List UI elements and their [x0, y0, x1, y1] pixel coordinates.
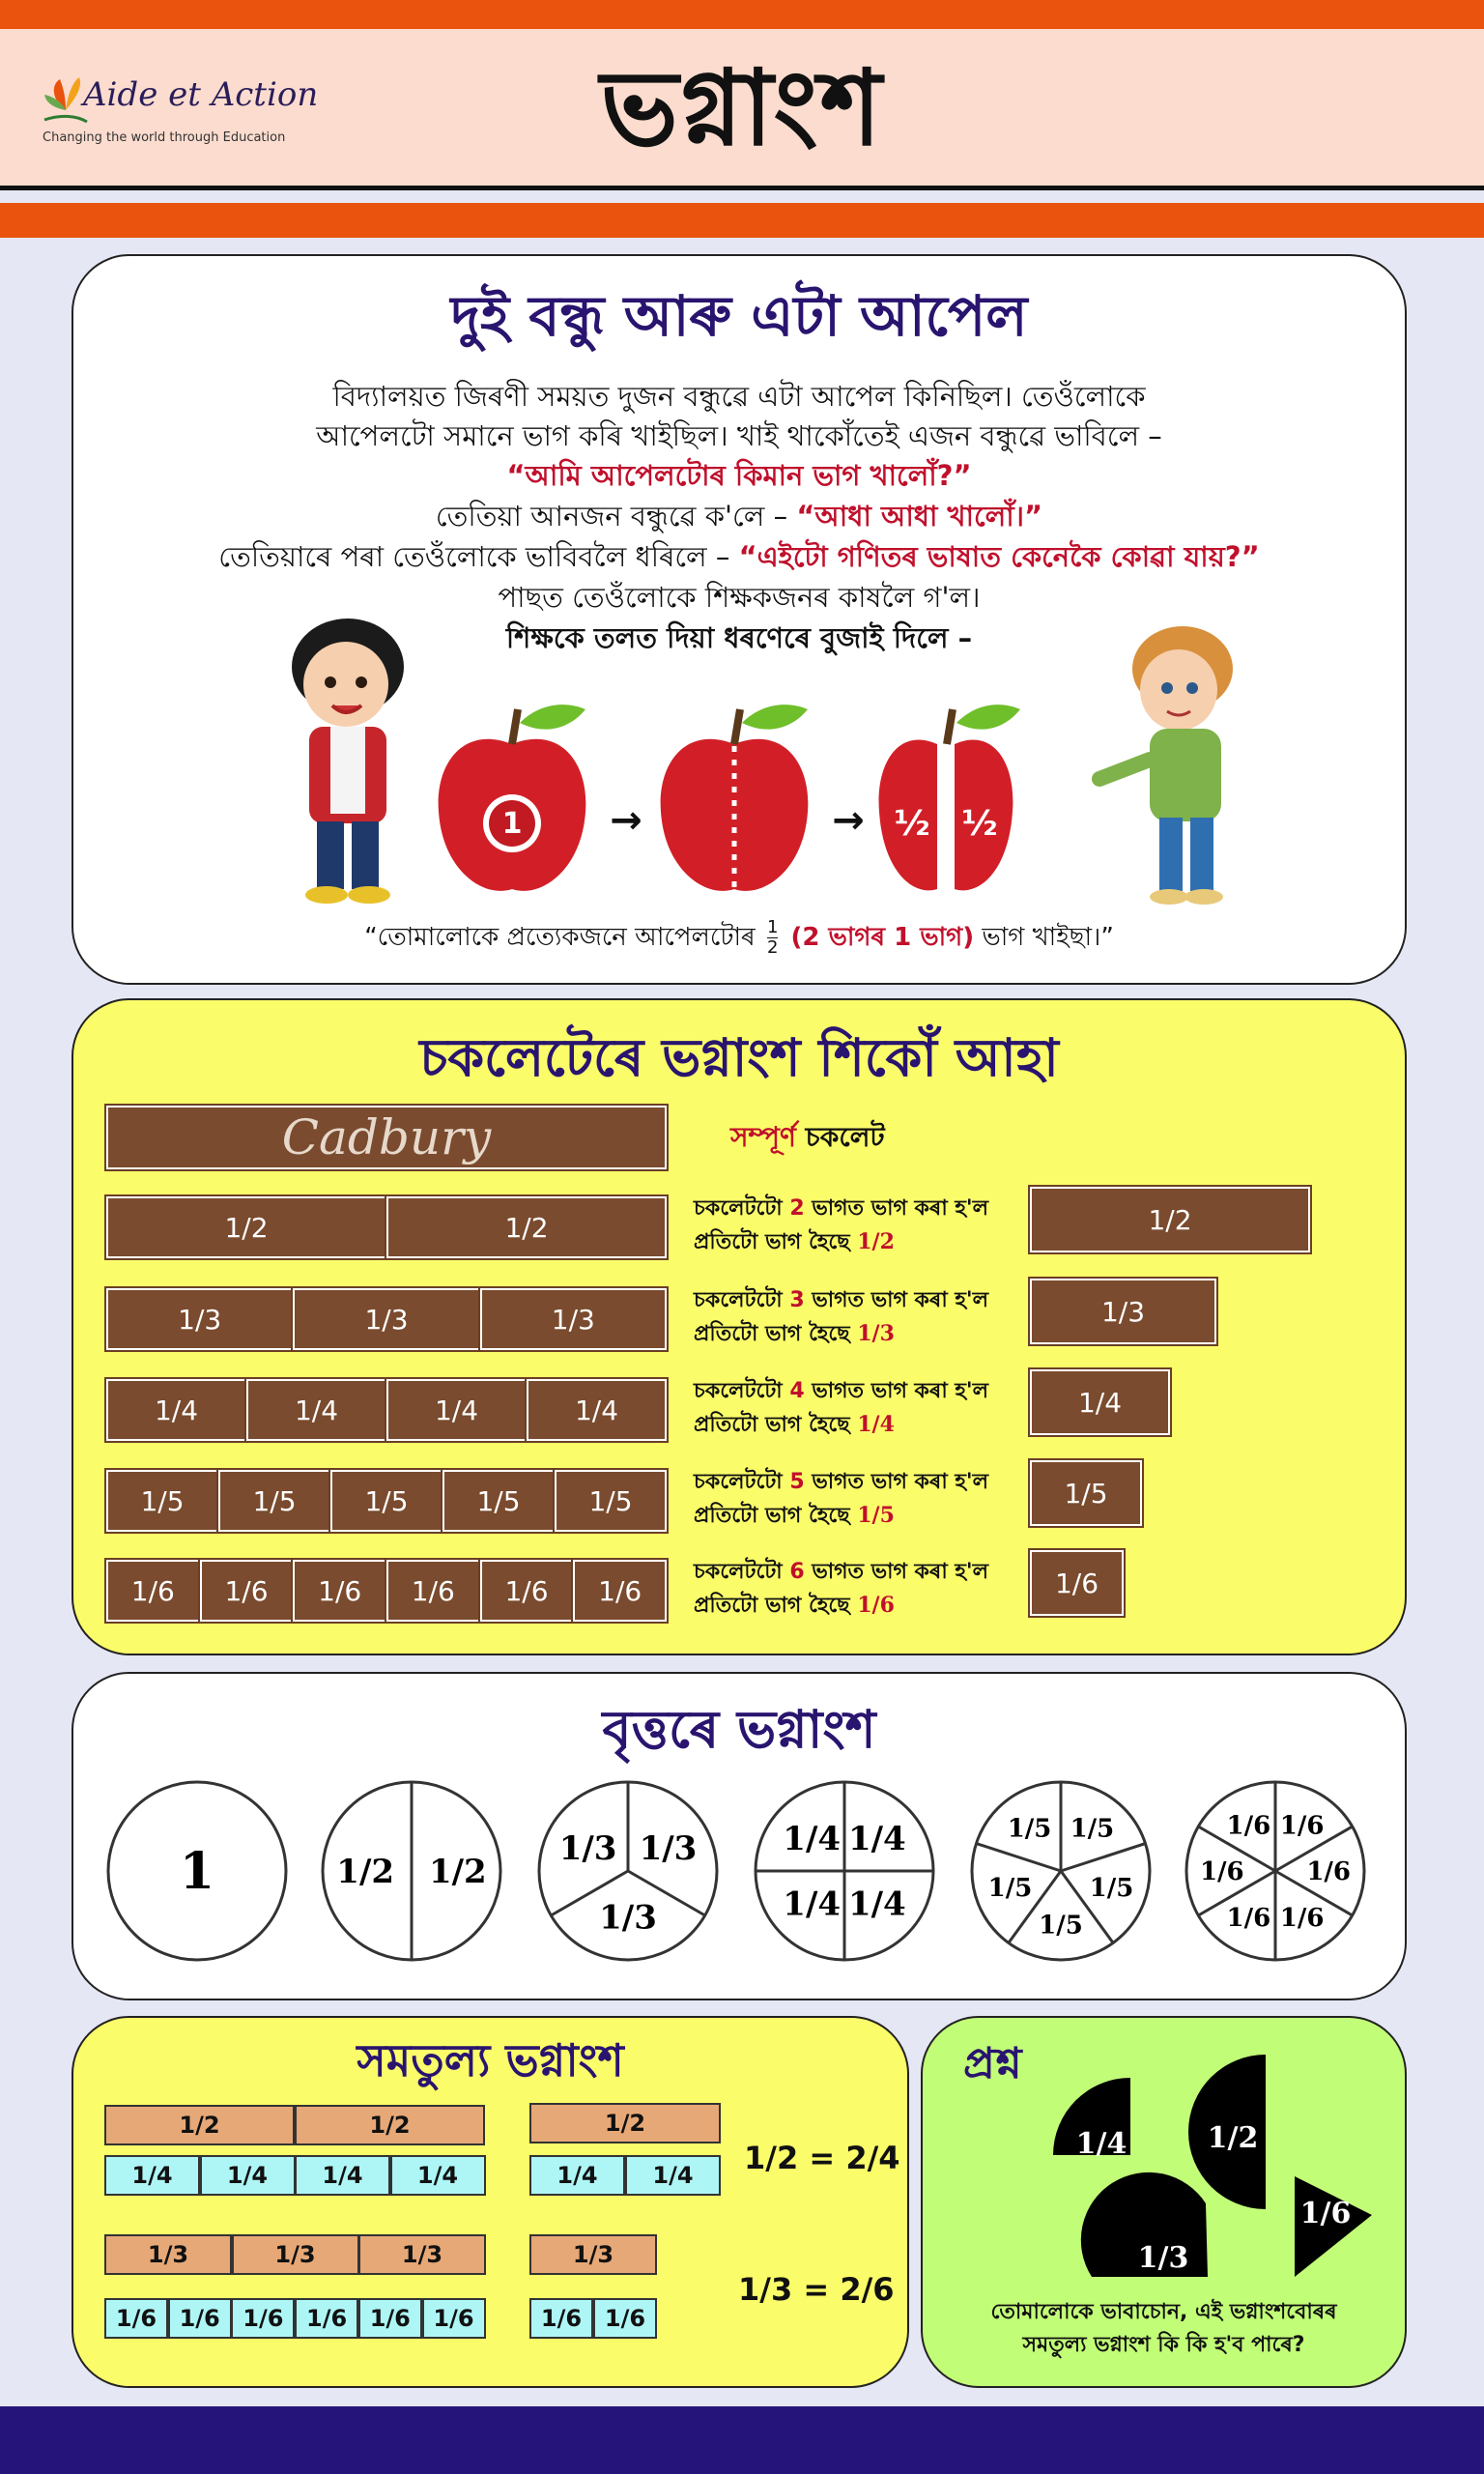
story-line-4-quote: “আধা আধা খালোঁ।”	[796, 500, 1043, 532]
chocolate-title: চকলেটেৰে ভগ্নাংশ শিকোঁ আহা	[419, 1027, 1059, 1088]
chocolate-piece: 1/3	[480, 1288, 667, 1350]
fraction-strip-cell: 1/6	[231, 2298, 295, 2339]
quarter-label: 1/4	[1075, 2127, 1127, 2161]
fraction-circle	[752, 1778, 937, 1964]
sector-label: 1/5	[987, 1874, 1033, 1904]
story-line-5-quote: “এইটো গণিতৰ ভাষাত কেনেকৈ কোৱা যায়?”	[738, 540, 1260, 573]
story-caption	[71, 916, 1407, 959]
desc-fraction: 1/4	[857, 1412, 895, 1437]
half-label: 1/2	[1207, 2121, 1259, 2155]
sector-label: 1/5	[1089, 1874, 1134, 1904]
story-line-2: আপেলটো সমানে ভাগ কৰি খাইছিল। খাই থাকোঁতেই এজন বন্ধুৱে ভাবিলে –	[316, 419, 1162, 452]
fraction-strip-cell: 1/4	[529, 2155, 625, 2196]
desc-text: ভাগত ভাগ কৰা হ'ল	[804, 1560, 989, 1584]
chocolate-piece: 1/2	[386, 1196, 667, 1258]
equivalent-title: সমতুল্য ভগ্নাংশ	[357, 2034, 624, 2086]
desc-text: চকলেটটো	[694, 1288, 790, 1312]
description-line-2	[694, 1589, 988, 1623]
apple-whole	[439, 705, 586, 891]
desc-count: 3	[789, 1288, 805, 1312]
single-chocolate-piece: 1/4	[1030, 1369, 1170, 1435]
description-line-2	[694, 1408, 988, 1442]
chocolate-row-description	[694, 1375, 988, 1442]
fraction-strip-cell: 1/3	[529, 2234, 657, 2275]
fraction-strip-cell: 1/6	[295, 2298, 358, 2339]
boy-left-illustration	[271, 607, 425, 916]
sector-label: 1/5	[1070, 1814, 1115, 1844]
story-line-7: শিক্ষকে তলত দিয়া ধৰণেৰে বুজাই দিলে –	[505, 621, 973, 654]
apple-marked	[661, 705, 809, 891]
description-line-1	[694, 1284, 988, 1317]
desc-count: 5	[789, 1470, 805, 1494]
fraction-strip-cell: 1/4	[104, 2155, 200, 2196]
chocolate-piece: 1/6	[200, 1560, 294, 1622]
sector-label: 1/3	[639, 1828, 698, 1868]
whole-chocolate-bar: Cadbury	[106, 1106, 667, 1169]
fraction-strip-cell: 1/6	[168, 2298, 232, 2339]
sector-label: 1/6	[1226, 1811, 1271, 1841]
caption-text-b: ভাগ খাইছা।”	[974, 923, 1114, 952]
fraction-strip-cell: 1/2	[104, 2105, 295, 2145]
single-chocolate-piece: 1/3	[1030, 1279, 1216, 1344]
single-chocolate-piece: 1/2	[1030, 1187, 1310, 1252]
desc-text: প্ৰতিটো ভাগ হৈছে	[694, 1504, 858, 1528]
description-line-2	[694, 1225, 988, 1259]
fraction-strip-cell: 1/6	[593, 2298, 657, 2339]
page-title: ভগ্নাংশ	[600, 48, 884, 169]
chocolate-piece: 1/5	[218, 1470, 330, 1532]
fraction-strip-cell: 1/4	[200, 2155, 296, 2196]
description-line-1	[694, 1466, 988, 1499]
desc-text: চকলেটটো	[694, 1560, 790, 1584]
fraction-strip-cell: 1/6	[358, 2298, 422, 2339]
apple-sequence	[425, 696, 1101, 908]
sector-label: 1/6	[1279, 1811, 1325, 1841]
logo-name: Aide et Action	[83, 75, 319, 114]
caption-red: (2 ভাগৰ 1 ভাগ)	[782, 923, 975, 952]
sector-label: 1/6	[1199, 1857, 1244, 1887]
chocolate-piece: 1/5	[555, 1470, 667, 1532]
chocolate-piece: 1/6	[106, 1560, 200, 1622]
question-shapes	[1005, 2049, 1382, 2290]
caption-fraction	[767, 918, 778, 958]
desc-count: 4	[789, 1379, 805, 1403]
chocolate-piece: 1/5	[442, 1470, 555, 1532]
chocolate-piece: 1/4	[527, 1379, 667, 1441]
chocolate-piece: 1/3	[293, 1288, 479, 1350]
fraction-strip-cell: 1/6	[422, 2298, 486, 2339]
description-line-1	[694, 1193, 988, 1225]
third-label: 1/3	[1137, 2241, 1189, 2275]
desc-text: চকলেটটো	[694, 1379, 790, 1403]
desc-text: চকলেটটো	[694, 1470, 790, 1494]
apple-whole-label: 1	[501, 807, 523, 841]
desc-text: প্ৰতিটো ভাগ হৈছে	[694, 1322, 858, 1346]
whole-chocolate-label	[730, 1116, 885, 1162]
chocolate-piece: 1/6	[480, 1560, 574, 1622]
chocolate-piece: 1/4	[386, 1379, 527, 1441]
desc-fraction: 1/6	[857, 1593, 895, 1618]
chocolate-piece: 1/5	[106, 1470, 218, 1532]
sector-label: 1	[179, 1842, 215, 1902]
fraction-strip-cell: 1/3	[232, 2234, 359, 2275]
fraction-circle	[1183, 1778, 1368, 1964]
sector-label: 1/2	[336, 1852, 395, 1891]
story-line-5-text: তেতিয়াৰে পৰা তেওঁলোকে ভাবিবলৈ ধৰিলে –	[218, 540, 739, 573]
chocolate-row-description	[694, 1556, 988, 1623]
sector-label: 1/6	[1306, 1857, 1352, 1887]
desc-count: 2	[789, 1196, 805, 1221]
apple-half-left-label: ½	[894, 804, 930, 844]
desc-text: চকলেটটো	[694, 1196, 790, 1221]
sector-label: 1/5	[1007, 1814, 1052, 1844]
sector-label: 1/4	[847, 1820, 906, 1859]
logo-tagline: Changing the world through Education	[43, 130, 286, 145]
sector-label: 1/4	[783, 1820, 842, 1859]
arrow-icon-2: →	[832, 798, 865, 843]
fraction-strip-cell: 1/4	[390, 2155, 486, 2196]
fraction-circle	[535, 1778, 721, 1964]
fraction-strip-cell: 1/2	[295, 2105, 485, 2145]
sector-label: 1/3	[558, 1828, 617, 1868]
story-line-4-text: তেতিয়া আনজন বন্ধুৱে ক'লে –	[435, 500, 797, 532]
story-line-6: পাছত তেওঁলোকে শিক্ষকজনৰ কাষলৈ গ'ল।	[498, 581, 981, 614]
sector-label: 1/5	[1039, 1911, 1083, 1941]
chocolate-piece: 1/2	[106, 1196, 386, 1258]
chocolate-piece: 1/6	[293, 1560, 386, 1622]
question-text	[921, 2296, 1407, 2362]
fraction-strip-cell: 1/6	[529, 2298, 593, 2339]
fraction-circle	[104, 1778, 290, 1964]
chocolate-piece: 1/4	[106, 1379, 246, 1441]
chocolate-piece: 1/6	[573, 1560, 667, 1622]
description-line-2	[694, 1317, 988, 1351]
desc-text: প্ৰতিটো ভাগ হৈছে	[694, 1230, 858, 1254]
description-line-2	[694, 1499, 988, 1533]
sector-label: 1/4	[783, 1884, 842, 1924]
fraction-circle	[319, 1778, 504, 1964]
caption-numerator: 1	[766, 917, 779, 937]
sector-label: 1/6	[1279, 1903, 1325, 1933]
whole-label: চকলেট	[795, 1121, 885, 1153]
equation-thirds: 1/3 = 2/6	[738, 2271, 895, 2308]
question-text-1: তোমালোকে ভাবাচোন, এই ভগ্নাংশবোৰৰ	[990, 2300, 1337, 2324]
desc-text: প্ৰতিটো ভাগ হৈছে	[694, 1594, 858, 1618]
sector-label: 1/3	[599, 1898, 657, 1938]
desc-text: প্ৰতিটো ভাগ হৈছে	[694, 1413, 858, 1437]
fraction-strip-cell: 1/6	[104, 2298, 168, 2339]
fraction-strip-cell: 1/2	[529, 2103, 721, 2143]
story-line-1: বিদ্যালয়ত জিৰণী সময়ত দুজন বন্ধুৱে এটা আপেল কিনিছিল। তেওঁলোকে	[332, 380, 1146, 413]
chocolate-piece: 1/6	[386, 1560, 480, 1622]
desc-text: ভাগত ভাগ কৰা হ'ল	[804, 1379, 989, 1403]
question-text-2: সমতুল্য ভগ্নাংশ কি কি হ'ব পাৰে?	[1022, 2333, 1305, 2357]
top-orange-stripe	[0, 0, 1484, 29]
chocolate-row-description	[694, 1466, 988, 1533]
fraction-strip-cell: 1/4	[625, 2155, 721, 2196]
description-line-1	[694, 1556, 988, 1589]
equation-halves: 1/2 = 2/4	[744, 2140, 900, 2176]
chocolate-piece: 1/3	[106, 1288, 293, 1350]
single-chocolate-piece: 1/6	[1030, 1550, 1124, 1616]
apple-half-right-label: ½	[961, 804, 998, 844]
story-line-3: “আমি আপেলটোৰ কিমান ভাগ খালোঁ?”	[506, 459, 972, 492]
caption-text-a: “তোমালোকে প্ৰত্যেকজনে আপেলটোৰ	[364, 923, 763, 952]
apple-halves	[879, 705, 1020, 890]
desc-fraction: 1/3	[857, 1321, 895, 1346]
desc-fraction: 1/5	[857, 1503, 895, 1528]
boy-right-illustration	[1090, 615, 1254, 914]
fraction-strip-cell: 1/3	[104, 2234, 232, 2275]
story-line-5	[71, 537, 1407, 576]
chocolate-row-description	[694, 1193, 988, 1259]
desc-fraction: 1/2	[857, 1229, 895, 1254]
circles-title: বৃত্তৰে ভগ্নাংশ	[602, 1699, 876, 1760]
chocolate-row-description	[694, 1284, 988, 1351]
sector-label: 1/2	[428, 1852, 487, 1891]
sector-label: 1/6	[1226, 1903, 1271, 1933]
footer-band	[0, 2406, 1484, 2474]
chocolate-piece: 1/4	[246, 1379, 386, 1441]
header-orange-stripe	[0, 203, 1484, 238]
sector-label: 1/4	[847, 1884, 906, 1924]
story-title: দুই বন্ধু আৰু এটা আপেল	[450, 283, 1028, 349]
sixth-label: 1/6	[1299, 2197, 1352, 2230]
desc-text: ভাগত ভাগ কৰা হ'ল	[804, 1288, 989, 1312]
story-line-4	[71, 497, 1407, 535]
fraction-strip-cell: 1/4	[295, 2155, 390, 2196]
arrow-icon: →	[610, 798, 642, 843]
description-line-1	[694, 1375, 988, 1408]
desc-count: 6	[789, 1560, 805, 1584]
desc-text: ভাগত ভাগ কৰা হ'ল	[804, 1196, 989, 1221]
fraction-circle	[968, 1778, 1154, 1964]
question-title: প্ৰশ্ন	[963, 2039, 1022, 2088]
fraction-strip-cell: 1/3	[358, 2234, 486, 2275]
desc-text: ভাগত ভাগ কৰা হ'ল	[804, 1470, 989, 1494]
chocolate-piece: 1/5	[330, 1470, 442, 1532]
caption-denominator: 2	[766, 937, 779, 958]
whole-red: সম্পূৰ্ণ	[730, 1121, 796, 1153]
header-divider	[0, 186, 1484, 190]
single-chocolate-piece: 1/5	[1030, 1460, 1142, 1526]
